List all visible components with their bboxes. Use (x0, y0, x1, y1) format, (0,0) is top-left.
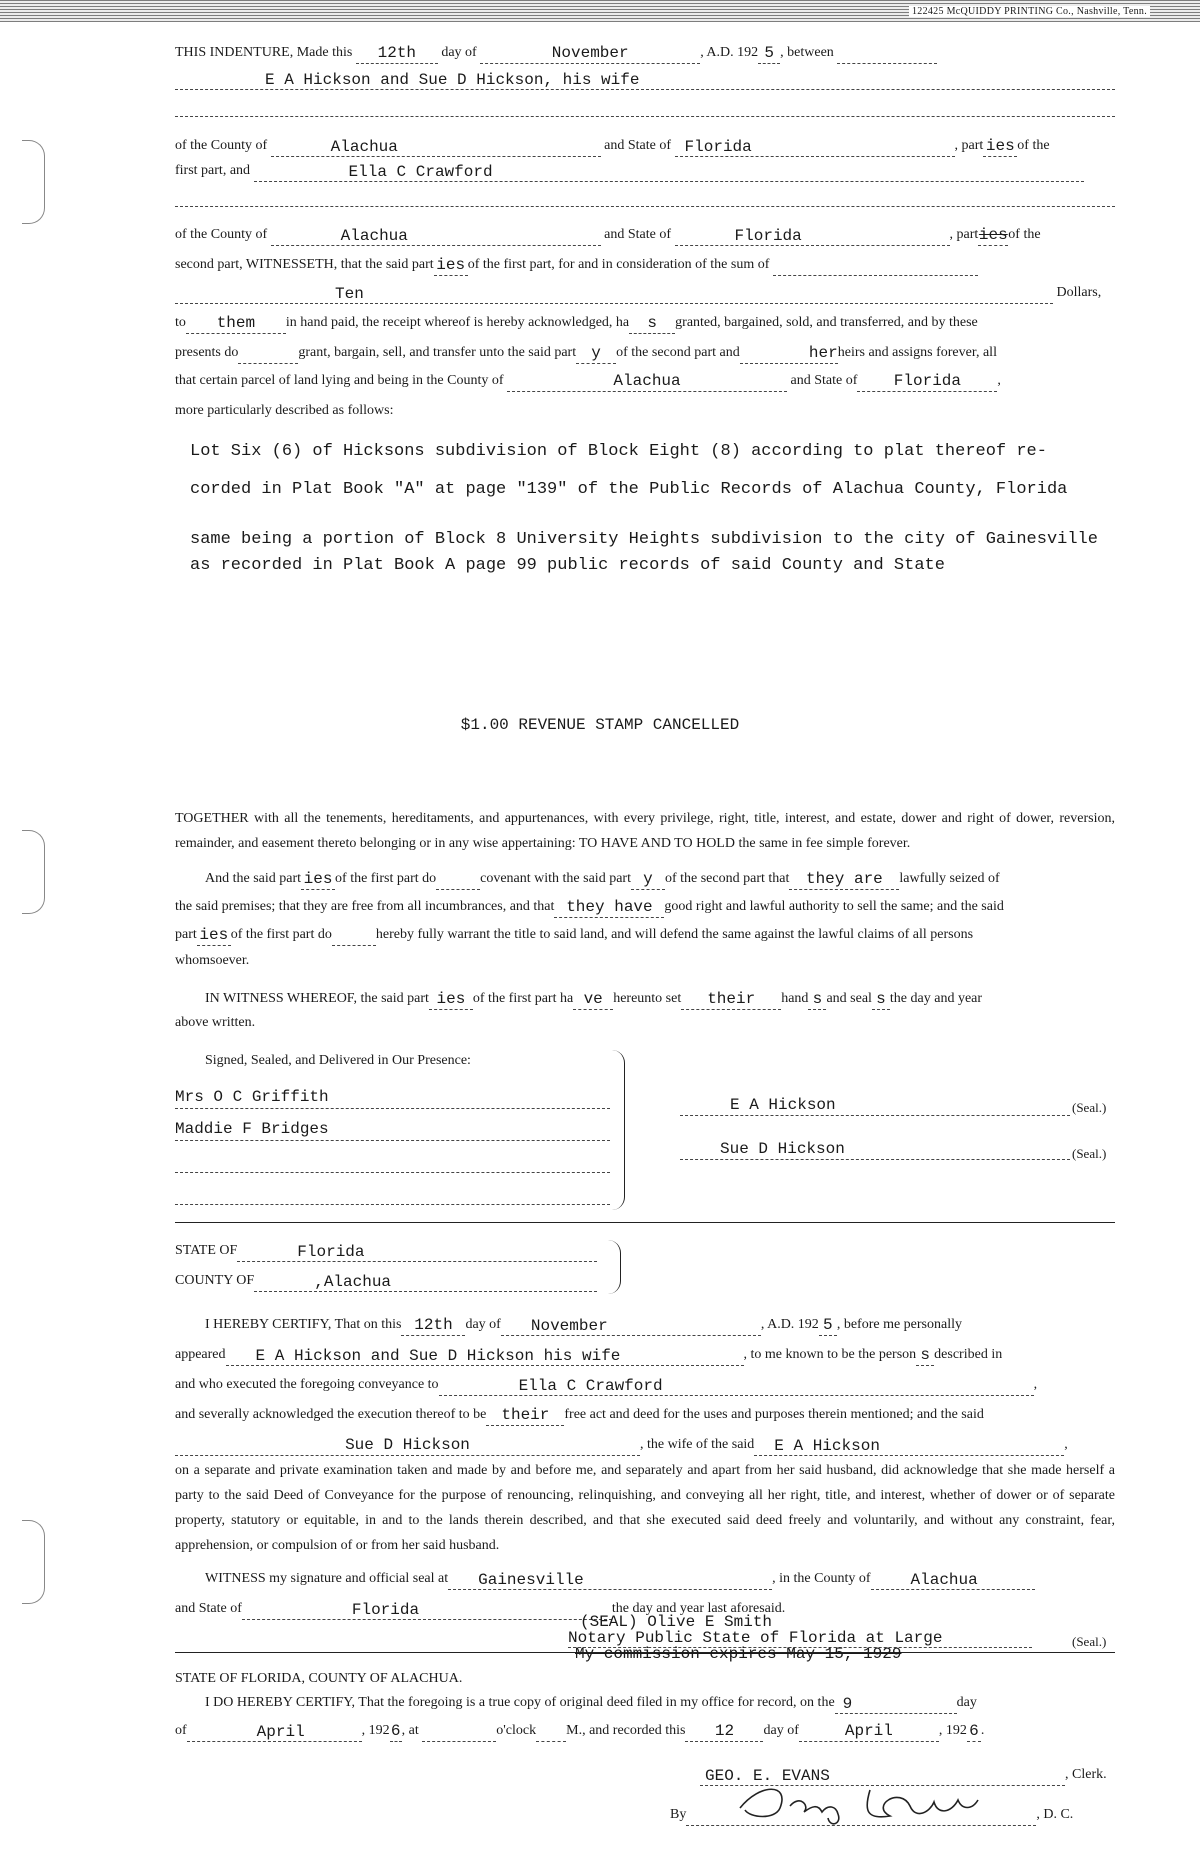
receipt-line: to them in hand paid, the receipt whereof is hereby acknowledged, ha s granted, bargained, sold, and transferred, and by these (175, 314, 978, 332)
notary-commission: My commission expires May 15, 1929 (575, 1645, 902, 1663)
described-line: more particularly described as follows: (175, 403, 394, 418)
sum-line: Ten Dollars, (175, 282, 1115, 304)
presents-line: presents do grant, bargain, sell, and transfer unto the said part y of the second part and herheirs and assigns forever, all (175, 344, 997, 362)
covenant-line-3: part ies of the first part do hereby fully warrant the title to said land, and will defend the same against the lawful claims of all persons (175, 926, 974, 944)
punch-hole-icon (22, 1520, 45, 1604)
witness-line: IN WITNESS WHEREOF, the said part ies of the first part ha ve hereunto set their hand s and seal s the day and year (205, 990, 983, 1008)
clerk-line: GEO. E. EVANS , Clerk. (700, 1764, 1115, 1786)
parcel-line: that certain parcel of land lying and being in the County of Alachua and State of Florida , (175, 372, 1001, 390)
grantee-county-field: Alachua (271, 226, 601, 246)
ack-wife-line: Sue D Hickson , the wife of the said E A Hickson , (175, 1434, 1115, 1456)
ack-state-line: STATE OF Florida (175, 1240, 1115, 1262)
parcel-state-field: Florida (857, 371, 997, 392)
ack-exam-paragraph: on a separate and private examination taken and made by and before me, and separately and apart from her said husband, did acknowledge that she made herself a party to the said Deed of Conveyance for the purpose of renouncing, relinquishing, and conveying all her right, title, and interest, whether of dower or of separate property, statutory or equitable, in and to the lands therein described, and that she executed said deed freely and voluntarily, and without any constraint, fear, apprehension, or compulsion of or from her said husband. (175, 1463, 1115, 1553)
revenue-stamp-note: $1.00 REVENUE STAMP CANCELLED (460, 716, 740, 734)
clerk-name: GEO. E. EVANS (700, 1766, 1065, 1786)
covenant-line-2: the said premises; that they are free from all incumbrances, and that they have good right and lawful authority to sell the same; and the said (175, 898, 1004, 916)
sum-field: Ten (175, 284, 1053, 304)
day-field: 12th (356, 43, 438, 64)
ack-state-and-line: and State of Florida the day and year last aforesaid. (175, 1601, 786, 1619)
punch-hole-icon (22, 140, 45, 224)
ack-executed-line: and who executed the foregoing conveyance to Ella C Crawford , (175, 1377, 1038, 1395)
notary-seal: (SEAL) Olive E Smith (580, 1613, 773, 1631)
grantor-signature: E A Hickson (680, 1094, 1070, 1116)
ack-certify-line: I HEREBY CERTIFY, That on this 12th day of November , A.D. 192 5 , before me personally (205, 1316, 962, 1335)
record-line-2: of April , 1926, at o'clock M., and recorded this 12 day of April , 192 6 . (175, 1722, 985, 1741)
ack-county-field: ,Alachua (254, 1272, 597, 1292)
grantee-line: first part, and Ella C Crawford (175, 160, 1115, 182)
seal-label: (Seal.) (1072, 1100, 1107, 1115)
ack-witness-line: WITNESS my signature and official seal at Gainesville , in the County of Alachua (205, 1568, 1115, 1590)
grantee-county-line: of the County of Alachua and State of Florida , partiesof the (175, 226, 1041, 245)
witness-line-2: above written. (175, 1015, 256, 1030)
grantors-line (175, 68, 1115, 90)
printer-mark: 122425 McQUIDDY PRINTING Co., Nashville, Tenn. (909, 6, 1150, 17)
year-field: 5 (758, 43, 780, 64)
grantor-signature: Sue D Hickson (680, 1138, 1070, 1160)
header-rule (0, 0, 1200, 22)
record-heading: STATE OF FLORIDA, COUNTY OF ALACHUA. (175, 1671, 463, 1686)
notary-title: Notary Public State of Florida at Large (568, 1630, 1032, 1646)
ack-state-field: Florida (237, 1242, 597, 1262)
grantor-state-field: Florida (675, 137, 955, 157)
parcel-county-field: Alachua (507, 371, 787, 392)
grantee-state-field: Florida (675, 226, 950, 246)
paid-to-field: them (186, 313, 286, 334)
divider (175, 1222, 1115, 1223)
ack-appeared-line: appeared E A Hickson and Sue D Hickson his wife , to me known to be the person s described in (175, 1346, 1003, 1365)
ack-county-line: COUNTY OF ,Alachua (175, 1270, 1115, 1292)
grantor-county-field: Alachua (271, 137, 601, 157)
witness-signature: Mrs O C Griffith (175, 1086, 610, 1109)
indenture-line-1: THIS INDENTURE, Made this 12th day of November , A.D. 192 5 , between (175, 42, 1115, 64)
grantee-field: Ella C Crawford (254, 162, 1084, 182)
ack-severally-line: and severally acknowledged the execution thereof to be their free act and deed for the uses and purposes therein mentioned; and the said (175, 1406, 984, 1424)
punch-hole-icon (22, 830, 45, 914)
grantor-county-line: of the County of Alachua and State of Florida , part ies of the (175, 137, 1050, 156)
signed-heading: Signed, Sealed, and Delivered in Our Presence: (205, 1053, 471, 1068)
description-line: corded in Plat Book "A" at page "139" of the Public Records of Alachua County, Florida (190, 480, 1068, 499)
grantors-field: E A Hickson and Sue D Hickson, his wife (175, 70, 1115, 90)
record-line-1: I DO HEREBY CERTIFY, That the foregoing is a true copy of original deed filed in my office for record, on the 9 day (205, 1695, 977, 1713)
covenant-line-4: whomsoever. (175, 953, 250, 968)
description-line: same being a portion of Block 8 University Heights subdivision to the city of Gainesville (190, 530, 1098, 549)
brace-icon (612, 1050, 625, 1210)
covenant-line-1: And the said part ies of the first part do covenant with the said part y of the second part that they are lawfully seized of (205, 870, 1000, 888)
description-line: Lot Six (6) of Hicksons subdivision of Block Eight (8) according to plat thereof re- (190, 442, 1047, 461)
seal-label: (Seal.) (1072, 1146, 1107, 1161)
deputy-signature-icon (720, 1778, 1020, 1828)
together-paragraph: TOGETHER with all the tenements, hereditaments, and appurtenances, with every privilege, right, title, interest, and estate, dower and right of dower, reversion, remainder, and easement thereto belonging or in any wise appertaining: TO HAVE AND TO HOLD the same in fee simple forever. (175, 811, 1115, 851)
witnesseth-line: second part, WITNESSETH, that the said part ies of the first part, for and in consideration of the sum of (175, 254, 1115, 276)
deputy-line: By , D. C. (670, 1804, 1115, 1826)
description-line: as recorded in Plat Book A page 99 public records of said County and State (190, 556, 945, 575)
seal-label: (Seal.) (1072, 1634, 1107, 1649)
month-field: November (480, 43, 700, 64)
ack-persons-field: E A Hickson and Sue D Hickson his wife (226, 1346, 744, 1366)
witness-signature: Maddie F Bridges (175, 1118, 610, 1141)
brace-icon (608, 1240, 621, 1294)
